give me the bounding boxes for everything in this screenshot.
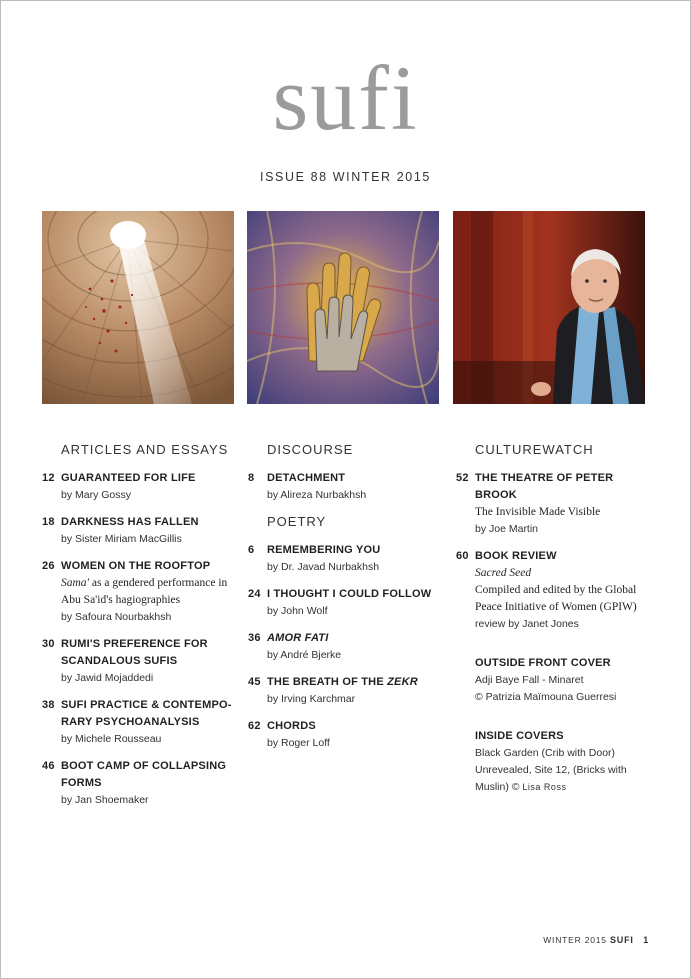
issue-line: ISSUE 88 WINTER 2015 — [260, 170, 431, 184]
footer-page-number: 1 — [643, 935, 649, 945]
entry-title: DETACHMENT — [267, 472, 346, 484]
entry-title: DARKNESS HAS FALLEN — [61, 516, 199, 528]
entry-byline: by John Wolf — [267, 605, 328, 617]
page-number: 24 — [248, 588, 261, 600]
inside-covers-heading: INSIDE COVERS — [475, 730, 564, 742]
entry-byline: by Alireza Nurbakhsh — [267, 489, 367, 501]
page-footer — [543, 935, 649, 945]
entry-byline: by Dr. Javad Nurbakhsh — [267, 561, 380, 573]
toc-entry[interactable] — [42, 558, 242, 626]
entry-subtitle-italic: Sacred Seed — [475, 567, 532, 579]
toc-entry[interactable] — [42, 758, 242, 809]
toc-entry[interactable] — [42, 697, 242, 748]
entry-byline: by Joe Martin — [475, 523, 539, 535]
entry-byline: by Safoura Nourbakhsh — [61, 611, 172, 623]
front-cover-line1: Adji Baye Fall - Minaret — [475, 674, 584, 686]
footer-season: WINTER 2015 — [543, 935, 607, 945]
pantheon-dome-photo — [42, 211, 234, 404]
entry-title: RUMI'S PREFERENCE FOR SCANDALOUS SUFIS — [61, 638, 208, 667]
entry-title — [267, 674, 444, 691]
toc-entry[interactable] — [456, 548, 656, 633]
page-number: 26 — [42, 560, 55, 572]
entry-title: I THOUGHT I COULD FOLLOW — [267, 588, 432, 600]
entry-title: SUFI PRACTICE & CONTEMPO-RARY PSYCHOANALYSIS — [61, 699, 232, 728]
section-heading-poetry: POETRY — [267, 514, 327, 529]
entry-byline: by Irving Karchmar — [267, 693, 356, 705]
section-heading-discourse: DISCOURSE — [267, 442, 354, 457]
entry-title-main: THE BREATH OF THE — [267, 676, 388, 688]
discourse-poetry-column — [248, 442, 444, 762]
page-number: 12 — [42, 472, 55, 484]
front-cover-credit — [456, 655, 656, 706]
entry-byline: by Jan Shoemaker — [61, 794, 149, 806]
front-cover-heading: OUTSIDE FRONT COVER — [475, 657, 611, 669]
toc-entry[interactable] — [248, 718, 444, 752]
page-number: 45 — [248, 676, 261, 688]
entry-title: CHORDS — [267, 720, 316, 732]
entry-subtitle: The Invisible Made Visible — [475, 506, 601, 518]
page-number: 38 — [42, 699, 55, 711]
peter-brook-portrait-photo — [453, 211, 645, 404]
page-number: 6 — [248, 544, 255, 556]
section-heading-articles: ARTICLES AND ESSAYS — [61, 442, 229, 457]
toc-entry[interactable] — [248, 542, 444, 576]
section-heading-culturewatch: CULTUREWATCH — [475, 442, 594, 457]
hands-painting-photo — [247, 211, 439, 404]
inside-covers-photographer: Lisa Ross — [522, 782, 567, 792]
front-cover-line2: © Patrizia Maïmouna Guerresi — [475, 691, 617, 703]
toc-entry[interactable] — [248, 586, 444, 620]
toc-entry[interactable] — [42, 636, 242, 687]
entry-subtitle: Compiled and edited by the Global Peace Initiative of Women (GPIW) — [475, 584, 637, 613]
toc-entry[interactable] — [248, 630, 444, 664]
page-number: 46 — [42, 760, 55, 772]
page-number: 52 — [456, 472, 469, 484]
entry-byline: by Mary Gossy — [61, 489, 132, 501]
entry-title: REMEMBERING YOU — [267, 544, 381, 556]
footer-brand: SUFI — [609, 935, 634, 945]
page-number: 18 — [42, 516, 55, 528]
toc-entry[interactable] — [248, 674, 444, 708]
inside-covers-credit — [456, 728, 656, 796]
articles-column — [42, 442, 242, 819]
entry-byline: review by Janet Jones — [475, 618, 579, 630]
entry-byline: by André Bjerke — [267, 649, 342, 661]
entry-title: THE THEATRE OF PETER BROOK — [475, 472, 614, 501]
entry-byline: by Roger Loff — [267, 737, 330, 749]
page-number: 36 — [248, 632, 261, 644]
page-number: 30 — [42, 638, 55, 650]
entry-title: AMOR FATI — [267, 632, 329, 644]
culturewatch-column — [456, 442, 656, 806]
magazine-title: sufi — [272, 47, 419, 149]
inside-covers-description: Black Garden (Crib with Door) Unrevealed, Site 12, (Bricks with Muslin) © — [475, 747, 627, 793]
toc-entry[interactable] — [456, 470, 656, 538]
toc-entry[interactable] — [248, 470, 444, 504]
entry-byline: by Michele Rousseau — [61, 733, 162, 745]
entry-byline: by Jawid Mojaddedi — [61, 672, 154, 684]
entry-title-italic: ZEKR — [387, 676, 418, 688]
entry-subtitle-rest: as a gendered performance in Abu Sa'id's hagiographies — [61, 577, 228, 606]
toc-entry[interactable] — [42, 514, 242, 548]
inside-covers-text — [475, 745, 656, 796]
entry-title: GUARANTEED FOR LIFE — [61, 472, 196, 484]
page-number: 62 — [248, 720, 261, 732]
toc-entry[interactable] — [42, 470, 242, 504]
entry-subtitle-italic: Sama' — [61, 577, 90, 589]
page-number: 8 — [248, 472, 255, 484]
entry-title: BOOT CAMP OF COLLAPSING FORMS — [61, 760, 227, 789]
entry-subtitle — [61, 575, 242, 609]
entry-title: WOMEN ON THE ROOFTOP — [61, 560, 211, 572]
page-number: 60 — [456, 550, 469, 562]
entry-byline: by Sister Miriam MacGillis — [61, 533, 182, 545]
entry-title: BOOK REVIEW — [475, 550, 557, 562]
